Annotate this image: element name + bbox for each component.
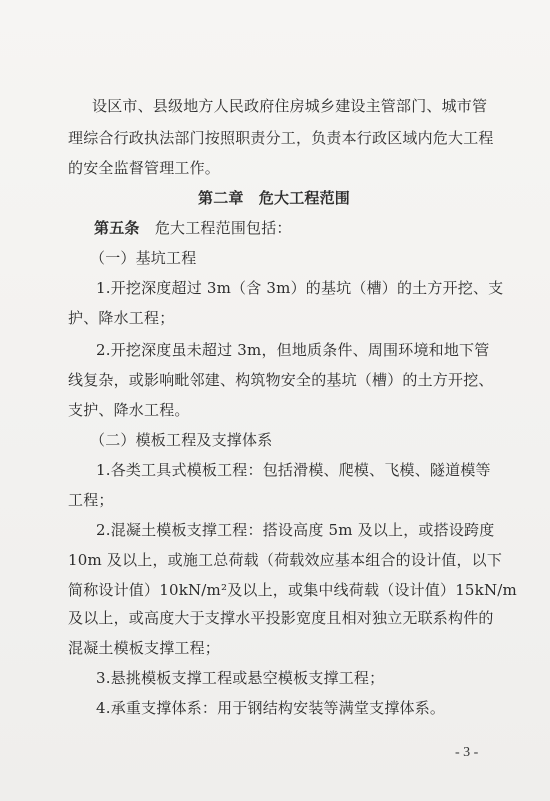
text-line-9: 2.开挖深度虽未超过 3m，但地质条件、周围环境和地下管: [96, 341, 490, 359]
text-line-3: 的安全监督管理工作。: [68, 159, 221, 177]
text-line-15: 2.混凝土模板支撑工程：搭设高度 5m 及以上，或搭设跨度: [96, 521, 495, 539]
text-line-18: 及以上，或高度大于支撑水平投影宽度且相对独立无联系构件的: [68, 609, 494, 627]
chapter-heading: 第二章 危大工程范围: [198, 189, 351, 207]
text-line-20: 3.悬挑模板支撑工程或悬空模板支撑工程；: [96, 669, 385, 687]
text-line-13: 1.各类工具式模板工程：包括滑模、爬模、飞模、隧道模等: [96, 461, 491, 479]
text-line-14: 工程；: [68, 491, 114, 509]
section-2-heading: （二）模板工程及支撑体系: [90, 431, 273, 449]
text-line-8: 护、降水工程；: [68, 309, 175, 327]
article-line: [94, 218, 292, 238]
text-line-17: 简称设计值）10kN/m²及以上，或集中线荷载（设计值）15kN/m: [68, 581, 517, 599]
text-line-1: 设区市、县级地方人民政府住房城乡建设主管部门、城市管: [92, 97, 488, 115]
page-number: - 3 -: [455, 745, 479, 760]
text-line-10: 线复杂，或影响毗邻建、构筑物安全的基坑（槽）的土方开挖、: [68, 371, 494, 389]
article-label: 第五条: [94, 219, 140, 237]
text-line-19: 混凝土模板支撑工程；: [68, 639, 221, 657]
text-line-21: 4.承重支撑体系：用于钢结构安装等满堂支撑体系。: [96, 699, 446, 717]
section-1-heading: （一）基坑工程: [90, 249, 197, 267]
article-text: 危大工程范围包括：: [154, 219, 292, 237]
text-line-7: 1.开挖深度超过 3m（含 3m）的基坑（槽）的土方开挖、支: [96, 279, 504, 297]
text-line-16: 10m 及以上，或施工总荷载（荷载效应基本组合的设计值，以下: [68, 551, 503, 569]
text-line-11: 支护、降水工程。: [68, 401, 190, 419]
text-line-2: 理综合行政执法部门按照职责分工，负责本行政区域内危大工程: [68, 129, 494, 147]
